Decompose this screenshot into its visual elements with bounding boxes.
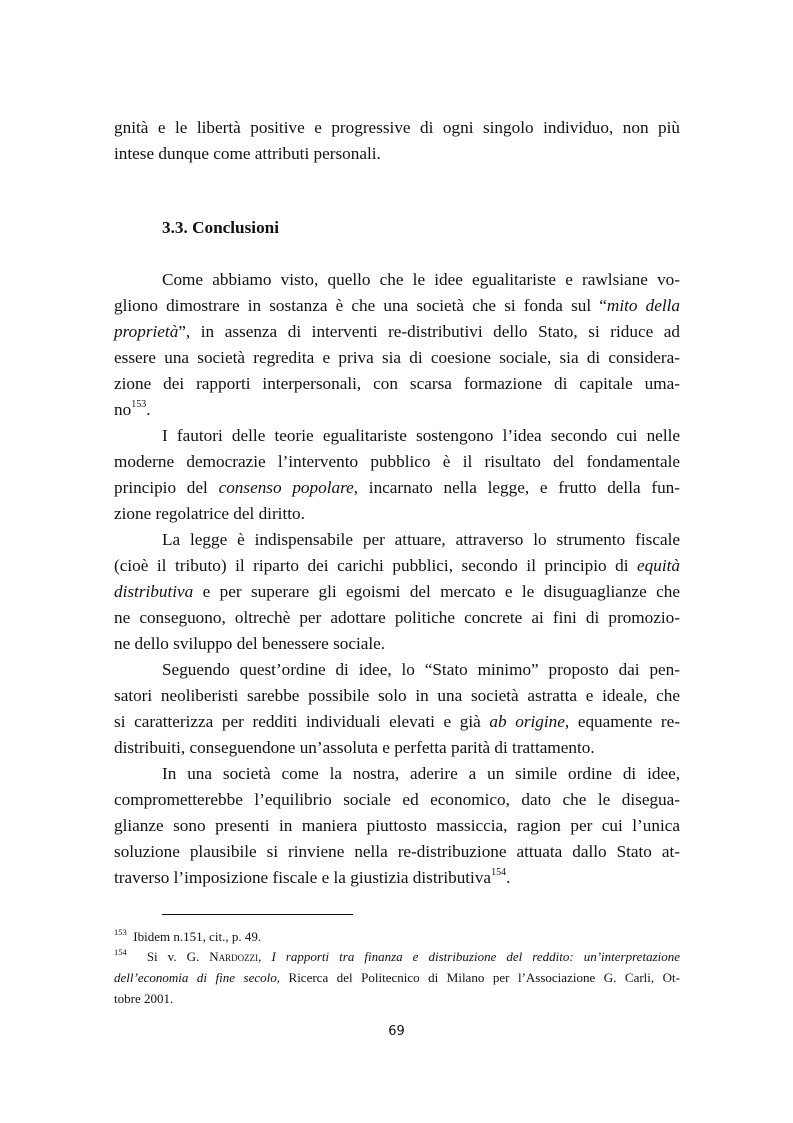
footnote-154-line3: tobre 2001. [114,991,174,1006]
section-heading: 3.3. Conclusioni [162,218,279,237]
body-line: ne conseguono, oltrechè per adottare politiche concrete ai fini di promozio- [114,608,680,627]
footnote-153: $^{153}$ Ibidem n.151, cit., p. 49. [114,926,262,944]
body-line: (cioè il tributo) il riparto dei carichi pubblici, secondo il principio di equità [114,556,680,575]
footnote-154-line2: dell’economia di fine secolo, Ricerca del Politecnico di Milano per l’Associazione G. Carli, Ot- [114,970,680,985]
body-line: $no^{153}$. [114,399,151,419]
body-line: moderne democrazie l’intervento pubblico è il risultato del fondamentale [114,452,680,471]
body-line: In una società come la nostra, aderire a un simile ordine di idee, [162,764,680,783]
body-line: proprietà”, in assenza di interventi re-distributivi dello Stato, si riduce ad [114,322,680,341]
body-line: principio del consenso popolare, incarnato nella legge, e frutto della fun- [114,478,680,497]
body-line: traverso l’imposizione fiscale e la giustizia distributiva$^{154}$. [114,867,511,887]
body-line: I fautori delle teorie egualitariste sostengono l’idea secondo cui nelle [162,426,680,445]
footnote-separator [162,914,353,915]
body-line: ne dello sviluppo del benessere sociale. [114,634,386,653]
body-line: gnità e le libertà positive e progressive di ogni singolo individuo, non più [114,118,680,137]
body-line: glianze sono presenti in maniera piuttosto massiccia, ragion per cui l’unica [114,816,680,835]
body-line: satori neoliberisti sarebbe possibile solo in una società astratta e ideale, che [114,686,680,705]
body-line: Come abbiamo visto, quello che le idee egualitariste e rawlsiane vo- [162,270,680,289]
body-line: si caratterizza per redditi individuali elevati e già ab origine, equamente re- [114,712,680,731]
body-line: zione regolatrice del diritto. [114,504,305,523]
body-line: soluzione plausibile si rinviene nella re-distribuzione attuata dallo Stato at- [114,842,680,861]
page-number: 69 [388,1024,405,1039]
body-line: comprometterebbe l’equilibrio sociale ed economico, dato che le disegua- [114,790,680,809]
footnote-154: $^{154}$ Si v. G. Nardozzi, I rapporti tra finanza e distribuzione del reddito: un’interpretazione [114,946,681,964]
body-line: La legge è indispensabile per attuare, attraverso lo strumento fiscale [162,530,680,549]
body-line: distribuiti, conseguendone un’assoluta e perfetta parità di trattamento. [114,738,595,757]
body-line: gliono dimostrare in sostanza è che una società che si fonda sul “mito della [114,296,680,315]
footnote-ref[interactable]: 153 [131,399,147,411]
body-line: zione dei rapporti interpersonali, con scarsa formazione di capitale uma- [114,374,680,393]
body-line: Seguendo quest’ordine di idee, lo “Stato minimo” proposto dai pen- [162,660,680,679]
body-line: distributiva e per superare gli egoismi del mercato e le disuguaglianze che [114,582,680,601]
body-line: intese dunque come attributi personali. [114,144,381,163]
body-line: essere una società regredita e priva sia di coesione sociale, sia di considera- [114,348,680,367]
footnote-ref[interactable]: 154 [491,867,507,879]
